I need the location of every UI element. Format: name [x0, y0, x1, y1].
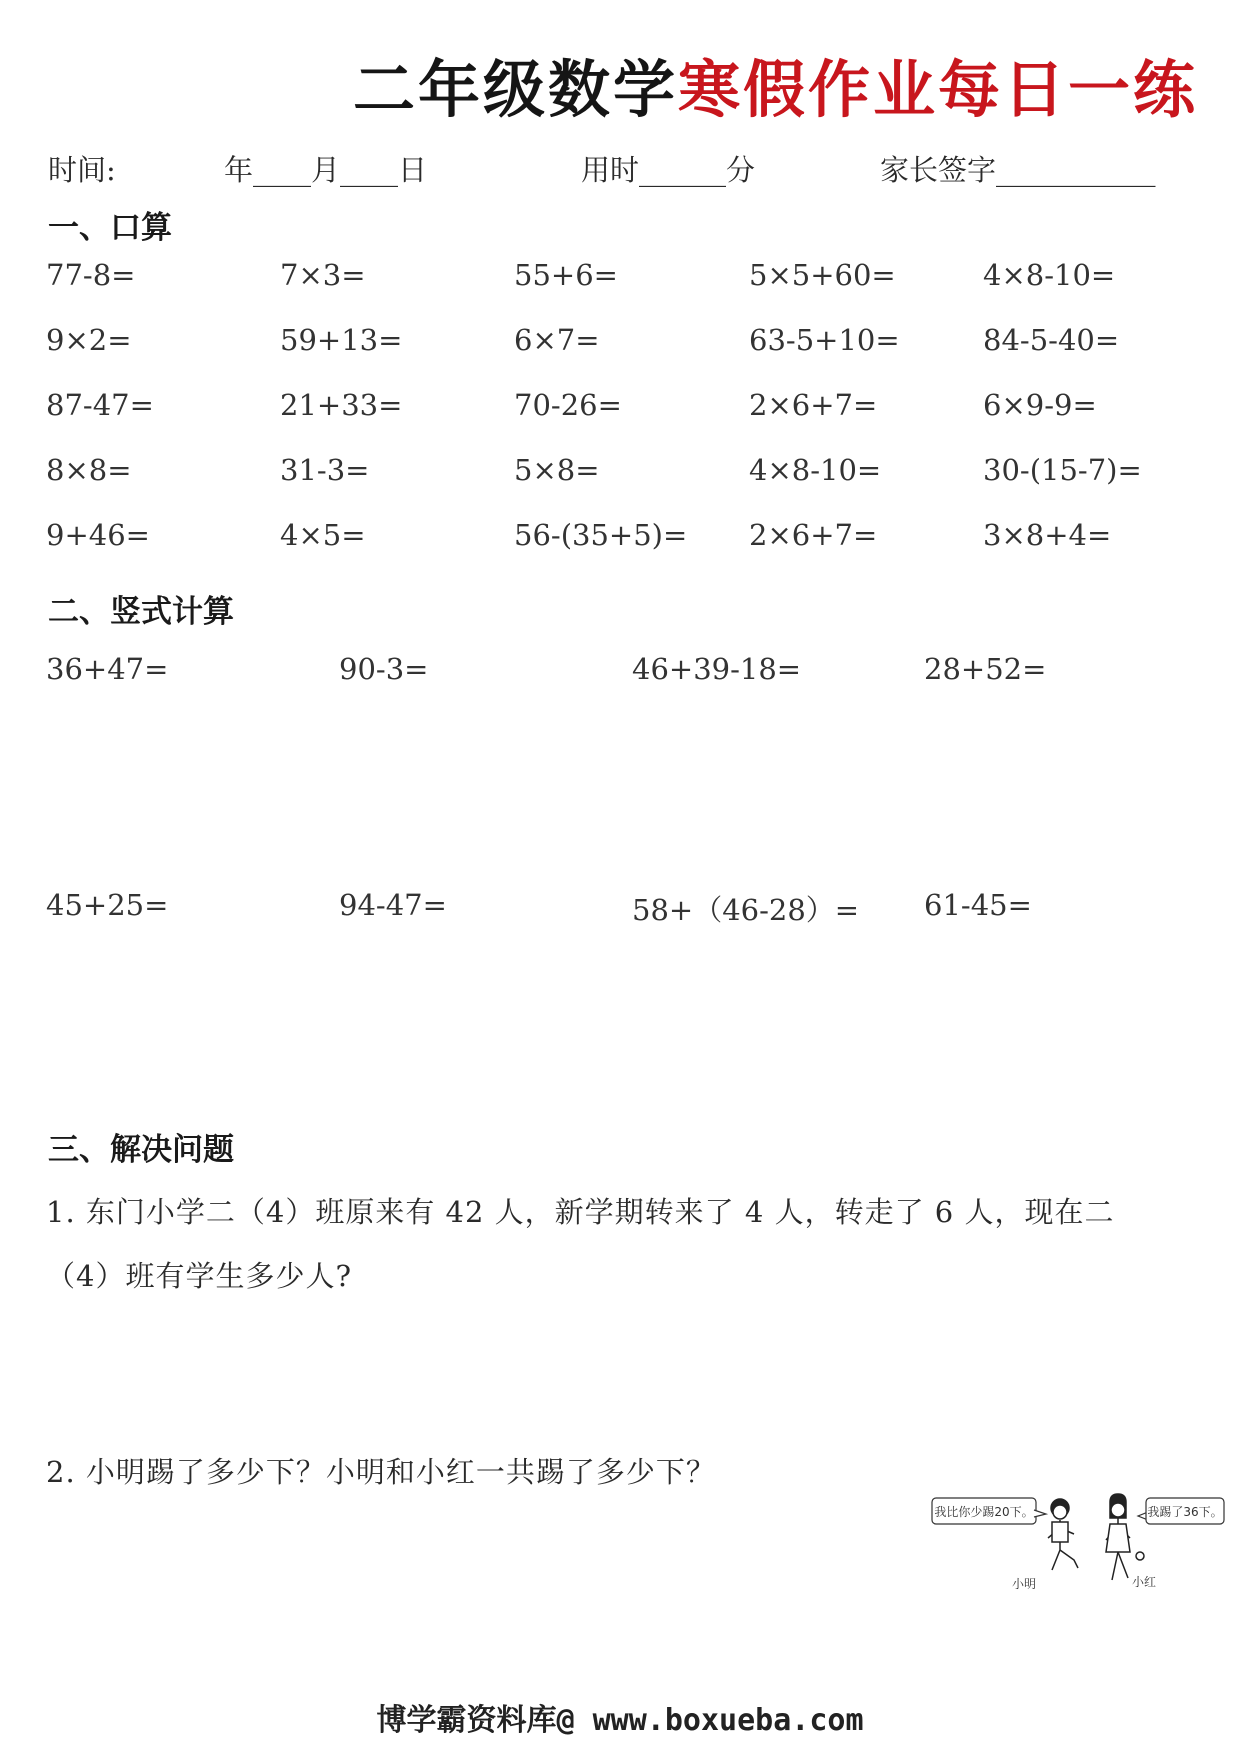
info-line: [48, 148, 1198, 188]
mental-math-item: 55+6=: [514, 258, 618, 292]
mental-math-item: 6×9-9=: [983, 388, 1097, 422]
mental-math-item: 3×8+4=: [983, 518, 1112, 552]
mental-math-row: [46, 518, 1206, 583]
vertical-calc-item: 90-3=: [339, 652, 429, 686]
vertical-calc-item: 58+（46-28）=: [632, 893, 860, 927]
mental-math-item: 2×6+7=: [749, 518, 878, 552]
section-2-heading: 二、竖式计算: [48, 594, 234, 630]
mental-math-row: [46, 258, 1206, 323]
problem-2: 2. 小明踢了多少下？小明和小红一共踢了多少下？: [46, 1455, 716, 1489]
vertical-calc-row: [46, 652, 1206, 692]
mental-math-item: 6×7=: [514, 323, 600, 357]
xiaohong-bubble: [1138, 1498, 1224, 1524]
xiaohong-figure: [1106, 1494, 1144, 1580]
vertical-calc-item: 28+52=: [924, 652, 1047, 686]
mental-math-item: 5×5+60=: [749, 258, 896, 292]
kids-illustration: [928, 1490, 1228, 1600]
section-1-heading: 一、口算: [48, 210, 172, 246]
mental-math-item: 84-5-40=: [983, 323, 1120, 357]
mental-math-item: 9×2=: [46, 323, 132, 357]
mental-math-item: 56-(35+5)=: [514, 518, 688, 552]
xiaoming-bubble: [932, 1498, 1046, 1524]
name-right: 小红: [1132, 1575, 1157, 1589]
vertical-calc-item: 94-47=: [339, 888, 447, 922]
mental-math-item: 59+13=: [280, 323, 403, 357]
mental-math-item: 7×3=: [280, 258, 366, 292]
vertical-calc-row: [46, 888, 1206, 928]
mental-math-row: [46, 388, 1206, 453]
mental-math-item: 4×5=: [280, 518, 366, 552]
bubble-right-text: 我踢了36下。: [1147, 1505, 1223, 1519]
mental-math-item: 9+46=: [46, 518, 150, 552]
mental-math-item: 4×8-10=: [749, 453, 882, 487]
mental-math-item: 87-47=: [46, 388, 154, 422]
used-time-field: 用时______分: [581, 153, 756, 187]
vertical-calc-item: 61-45=: [924, 888, 1032, 922]
mental-math-row: [46, 323, 1206, 388]
footer-watermark: 博学霸资料库@ www.boxueba.com: [376, 1703, 864, 1738]
mental-math-item: 4×8-10=: [983, 258, 1116, 292]
parent-signature-field: 家长签字___________: [880, 153, 1156, 187]
mental-math-item: 21+33=: [280, 388, 403, 422]
mental-math-item: 5×8=: [514, 453, 600, 487]
section-3-heading: 三、解决问题: [48, 1132, 234, 1168]
vertical-calc-item: 45+25=: [46, 888, 169, 922]
mental-math-row: [46, 453, 1206, 518]
mental-math-grid: [46, 258, 1206, 583]
title-part-1: 二年级数学: [352, 53, 678, 126]
mental-math-item: 2×6+7=: [749, 388, 878, 422]
time-label: 时间:: [48, 153, 116, 187]
name-left: 小明: [1012, 1577, 1037, 1591]
mental-math-item: 77-8=: [46, 258, 136, 292]
title-part-2: 寒假作业每日一练: [677, 53, 1198, 126]
problem-1-line-1: 1. 东门小学二（4）班原来有 42 人，新学期转来了 4 人，转走了 6 人，现在二: [46, 1195, 1115, 1229]
vertical-calc-item: 46+39-18=: [632, 652, 802, 686]
bubble-left-text: 我比你少踢20下。: [934, 1505, 1034, 1519]
mental-math-item: 8×8=: [46, 453, 132, 487]
mental-math-item: 70-26=: [514, 388, 622, 422]
mental-math-item: 30-(15-7)=: [983, 453, 1142, 487]
mental-math-item: 31-3=: [280, 453, 370, 487]
xiaoming-figure: [1048, 1499, 1078, 1570]
vertical-calc-item: 36+47=: [46, 652, 169, 686]
mental-math-item: 63-5+10=: [749, 323, 900, 357]
date-field: 年____月____日: [224, 153, 428, 187]
problem-1-line-2: （4）班有学生多少人?: [46, 1259, 352, 1293]
page-title: [353, 40, 1198, 129]
